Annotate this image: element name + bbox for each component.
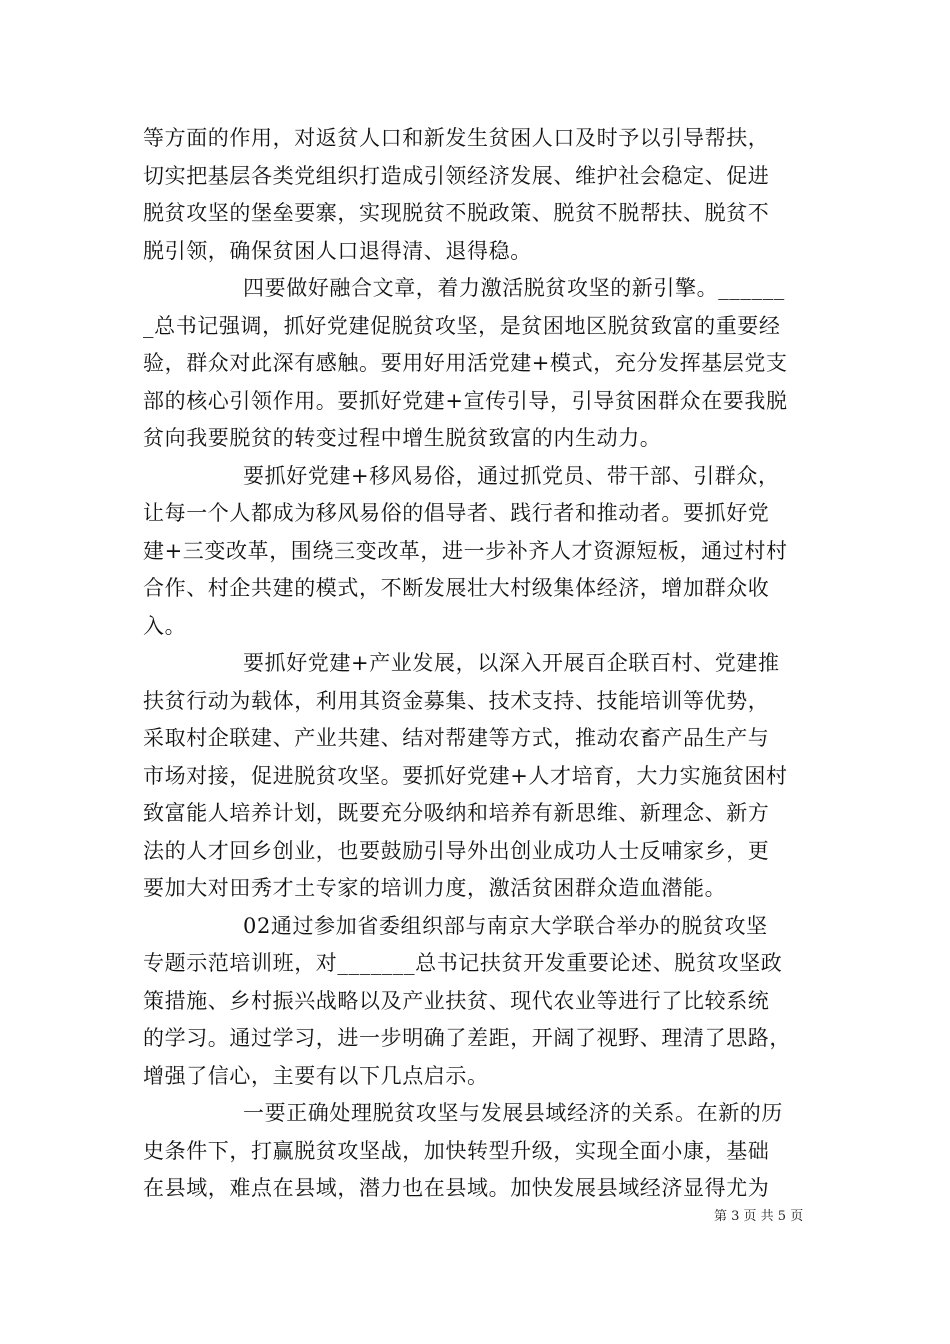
text-line: 的学习。通过学习，进一步明确了差距，开阔了视野、理清了思路，: [143, 1026, 791, 1050]
text-line: 策措施、乡村振兴战略以及产业扶贫、现代农业等进行了比较系统: [143, 988, 770, 1013]
text-line: 专题示范培训班，对_______总书记扶贫开发重要论述、脱贫攻坚政: [143, 951, 783, 975]
text-line: 贫向我要脱贫的转变过程中增生脱贫致富的内生动力。: [143, 426, 662, 450]
text-line: 切实把基层各类党组织打造成引领经济发展、维护社会稳定、促进: [143, 163, 770, 188]
paragraph-start-line: 一要正确处理脱贫攻坚与发展县域经济的关系。在新的历: [243, 1101, 783, 1125]
text-line: 扶贫行动为载体，利用其资金募集、技术支持、技能培训等优势，: [143, 688, 770, 713]
text-line: 史条件下，打赢脱贫攻坚战，加快转型升级，实现全面小康，基础: [143, 1138, 770, 1163]
text-line: 建+三变改革，围绕三变改革，进一步补齐人才资源短板，通过村村: [143, 538, 788, 563]
text-line: 验，群众对此深有感触。要用好用活党建+模式，充分发挥基层党支: [143, 351, 788, 375]
text-line: 法的人才回乡创业，也要鼓励引导外出创业成功人士反哺家乡，更: [143, 838, 770, 863]
text-line: 市场对接，促进脱贫攻坚。要抓好党建+人才培育，大力实施贫困村: [143, 763, 788, 788]
text-line: 增强了信心，主要有以下几点启示。: [143, 1063, 489, 1088]
text-line: 等方面的作用，对返贫人口和新发生贫困人口及时予以引导帮扶，: [143, 126, 770, 150]
text-line: 让每一个人都成为移风易俗的倡导者、践行者和推动者。要抓好党: [143, 501, 770, 525]
page-footer: 第 3 页 共 5 页: [714, 1209, 804, 1224]
text-line: _总书记强调，抓好党建促脱贫攻坚，是贫困地区脱贫致富的重要经: [143, 313, 781, 338]
text-line: 在县域，难点在县域，潜力也在县域。加快发展县域经济显得尤为: [143, 1176, 770, 1200]
paragraph-start-line: 四要做好融合文章，着力激活脱贫攻坚的新引擎。______: [243, 276, 785, 300]
body-text: [143, 120, 810, 1208]
text-line: 采取村企联建、产业共建、结对帮建等方式，推动农畜产品生产与: [143, 726, 770, 750]
paragraph-start-line: 要抓好党建+移风易俗，通过抓党员、带干部、引群众，: [243, 463, 780, 488]
paragraph-start-line: 02通过参加省委组织部与南京大学联合举办的脱贫攻坚: [243, 913, 768, 938]
text-line: 入。: [143, 613, 187, 638]
text-line: 要加大对田秀才土专家的培训力度，激活贫困群众造血潜能。: [143, 876, 727, 900]
text-line: 脱贫攻坚的堡垒要寨，实现脱贫不脱政策、脱贫不脱帮扶、脱贫不: [143, 201, 770, 225]
text-line: 致富能人培养计划，既要充分吸纳和培养有新思维、新理念、新方: [143, 801, 770, 825]
text-line: 脱引领，确保贫困人口退得清、退得稳。: [143, 238, 532, 263]
paragraph-start-line: 要抓好党建+产业发展，以深入开展百企联百村、党建推: [243, 651, 780, 675]
text-line: 部的核心引领作用。要抓好党建+宣传引导，引导贫困群众在要我脱: [143, 388, 788, 413]
text-line: 合作、村企共建的模式，不断发展壮大村级集体经济，增加群众收: [143, 576, 770, 600]
